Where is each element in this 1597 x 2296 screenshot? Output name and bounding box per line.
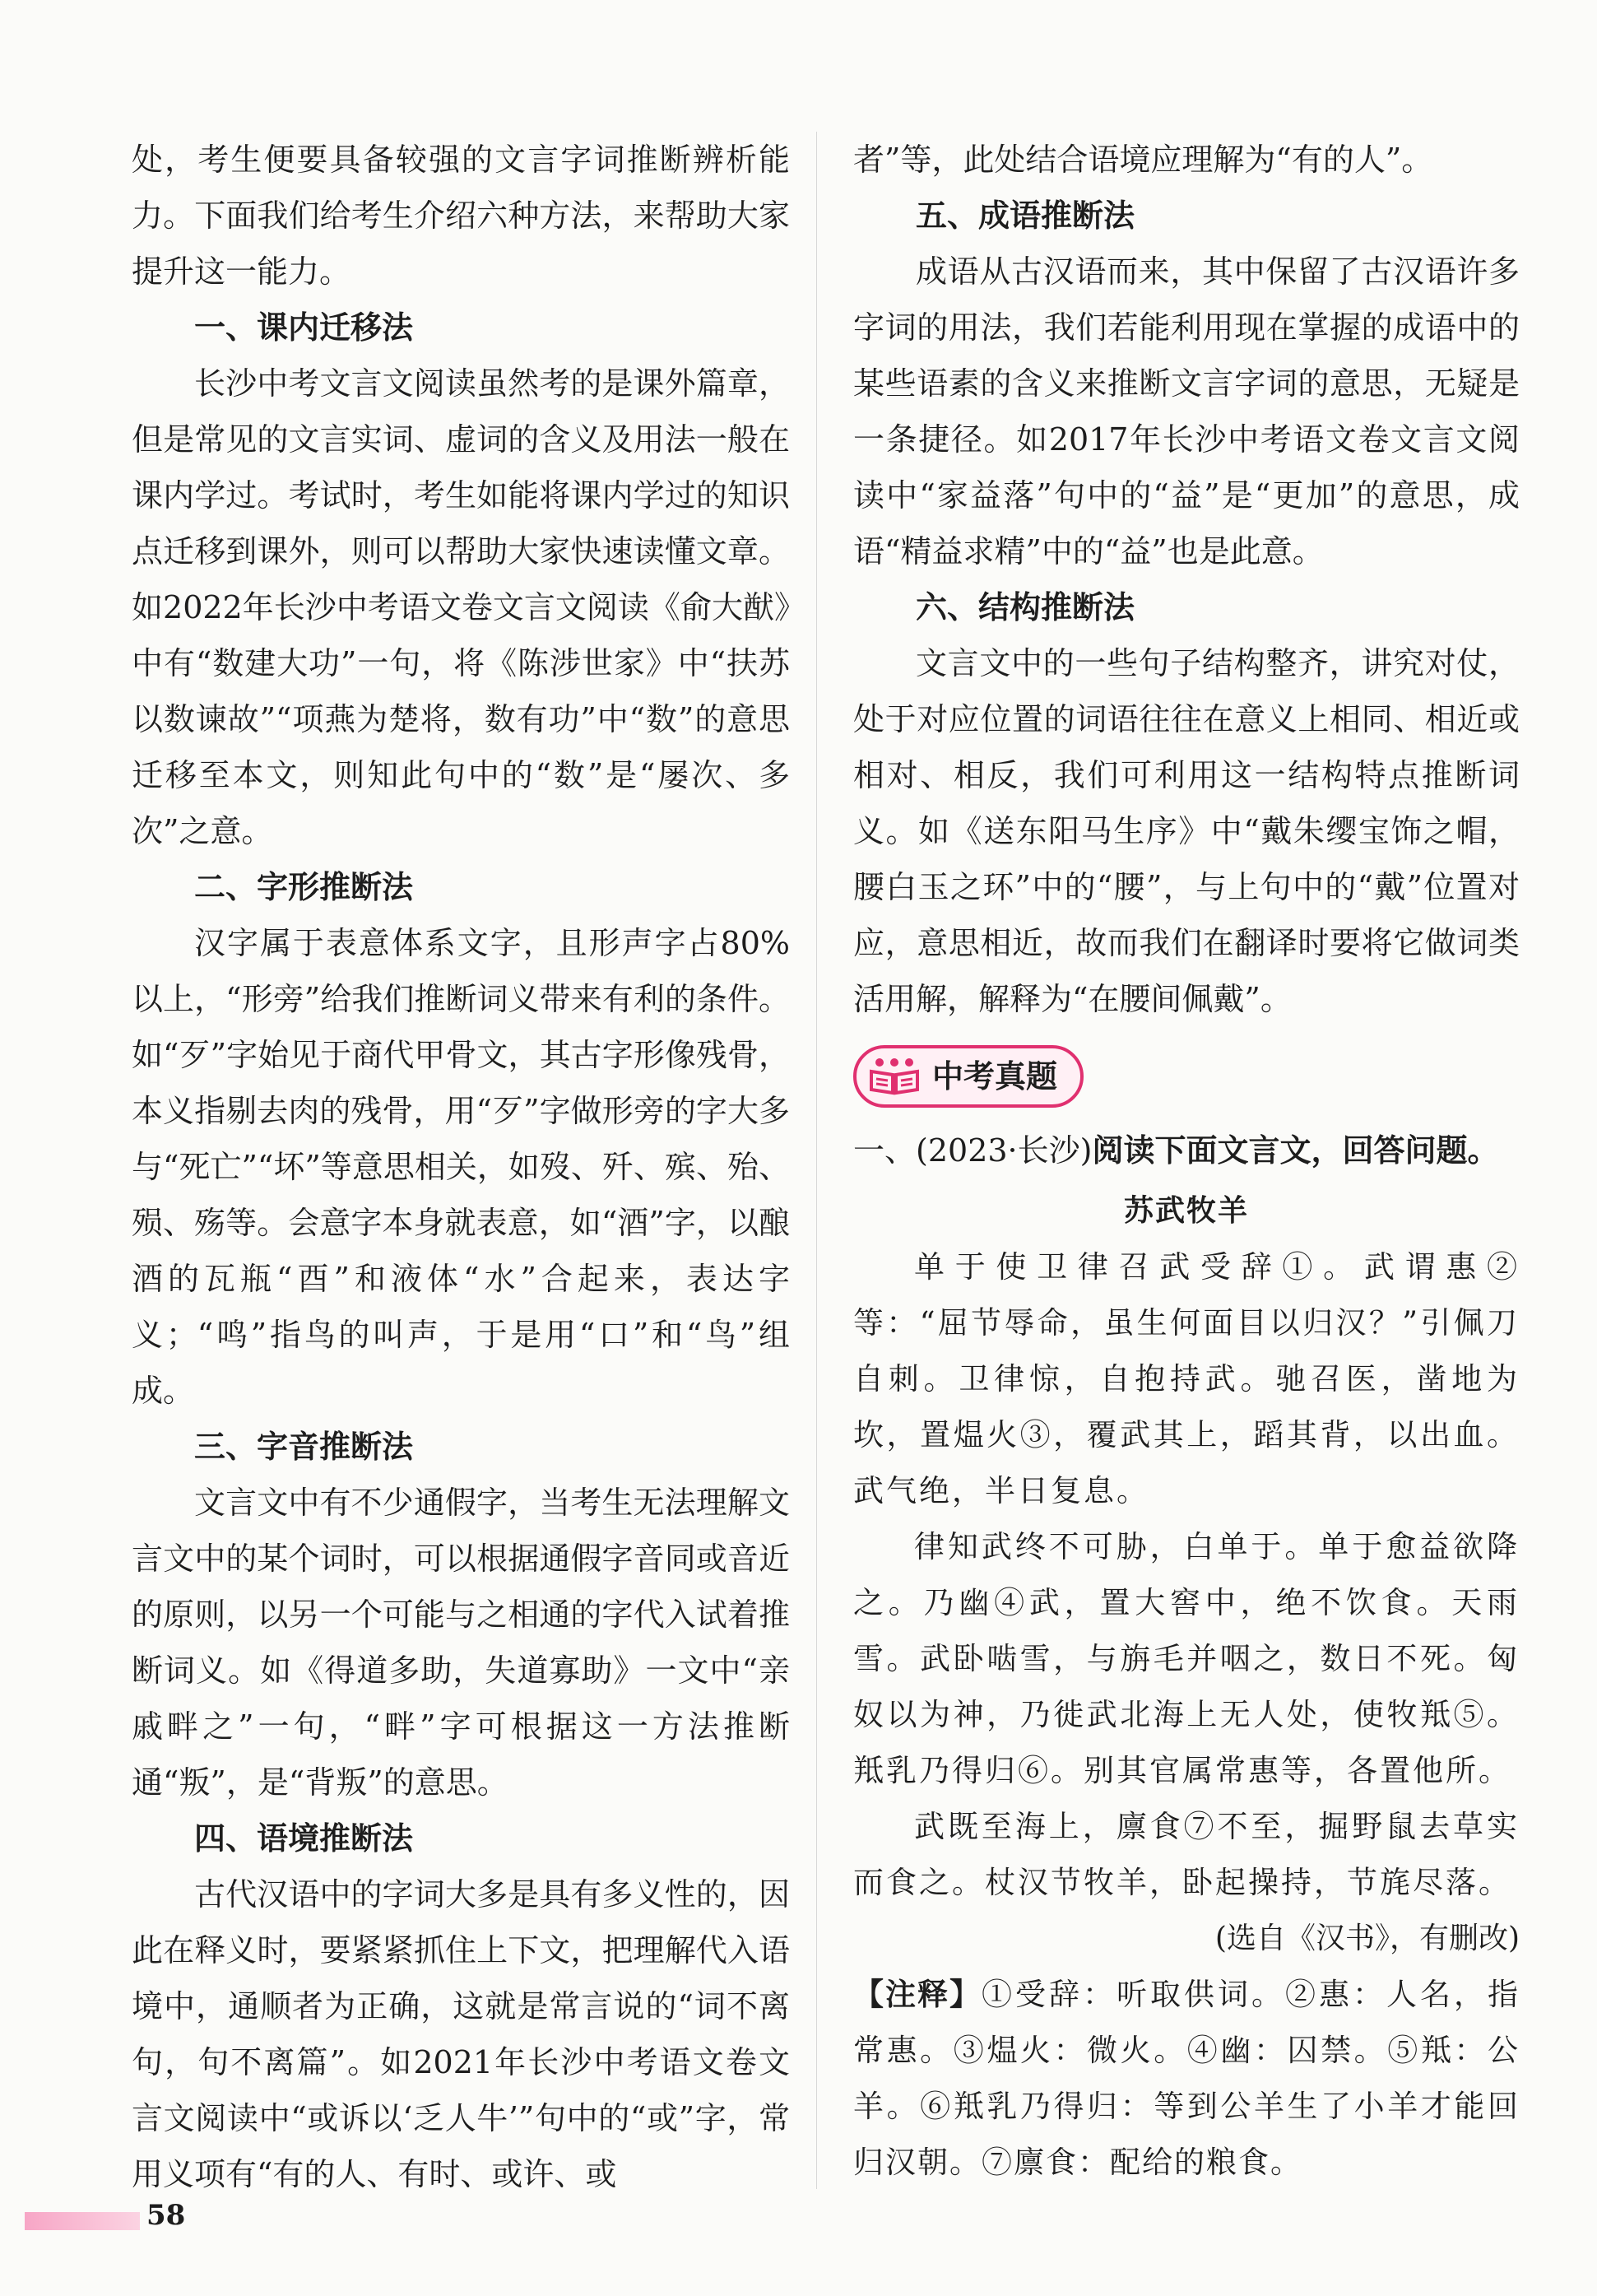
- section-heading-1: 一、课内迁移法: [194, 309, 414, 346]
- section-paragraph-1: 长沙中考文言文阅读虽然考的是课外篇章，但是常见的文言实词、虚词的含义及用法一般在课内学过。考试时，考生如能将课内学过的知识点迁移到课外，则可以帮助大家快速读懂文章。如2022年长沙中考语文卷文言文阅读《俞大猷》中有“数建大功”一句，将《陈涉世家》中“扶苏以数谏故”“项燕为楚将，数有功”中“数”的意思迁移至本文，则知此句中的“数”是“屡次、多次”之意。: [132, 365, 790, 849]
- passage-source: (选自《汉书》，有删改): [1214, 1922, 1520, 1955]
- passage-paragraph-1: 单于使卫律召武受辞①。武谓惠②等：“屈节辱命，虽生何面目以归汉？”引佩刀自刺。卫律惊，自抱持武。驰召医，凿地为坎，置煴火③，覆武其上，蹈其背，以出血。武气绝，半日复息。: [853, 1249, 1520, 1508]
- section-paragraph-6: 文言文中的一些句子结构整齐，讲究对仗，处于对应位置的词语往往在意义上相同、相近或相对、相反，我们可利用这一结构特点推断词义。如《送东阳马生序》中“戴朱缨宝饰之帽，腰白玉之环”中的“腰”，与上句中的“戴”位置对应，意思相近，故而我们在翻译时要将它做词类活用解，解释为“在腰间佩戴”。: [853, 645, 1520, 1017]
- question-instruction: 阅读下面文言文，回答问题。: [1092, 1132, 1499, 1169]
- classical-passage: [853, 1239, 1520, 1911]
- right-column: [853, 132, 1520, 2191]
- page-number: 58: [146, 2199, 186, 2232]
- section-heading-2: 二、字形推断法: [194, 869, 414, 905]
- annotations-text: ①受辞：听取供词。②惠：人名，指常惠。③煴火：微火。④幽：囚禁。⑤羝：公羊。⑥羝乳乃得归：等到公羊生了小羊才能回归汉朝。⑦廪食：配给的粮食。: [853, 1977, 1520, 2180]
- section-paragraph-5: 成语从古汉语而来，其中保留了古汉语许多字词的用法，我们若能利用现在掌握的成语中的某些语素的含义来推断文言字词的意思，无疑是一条捷径。如2017年长沙中考语文卷文言文阅读中“家益落”句中的“益”是“更加”的意思，成语“精益求精”中的“益”也是此意。: [853, 253, 1520, 569]
- section-paragraph-4-continued: 者”等，此处结合语境应理解为“有的人”。: [853, 142, 1433, 178]
- question-line: [853, 1122, 1520, 1178]
- intro-paragraph: 处，考生便要具备较强的文言字词推断辨析能力。下面我们给考生介绍六种方法，来帮助大家提升这一能力。: [132, 142, 790, 290]
- page-number-bar: [25, 2212, 140, 2230]
- section-heading-5: 五、成语推断法: [916, 198, 1135, 234]
- section-heading-3: 三、字音推断法: [194, 1429, 414, 1465]
- question-source: (2023·长沙): [916, 1132, 1093, 1169]
- badge-title: 中考真题: [932, 1058, 1058, 1095]
- passage-title: 苏武牧羊: [1123, 1194, 1249, 1228]
- section-paragraph-4: 古代汉语中的字词大多是具有多义性的，因此在释义时，要紧紧抓住上下文，把理解代入语境中，通顺者为正确，这就是常言说的“词不离句，句不离篇”。如2021年长沙中考语文卷文言文阅读中“或诉以‘乏人牛’”句中的“或”字，常用义项有“有的人、有时、或许、或: [132, 1876, 790, 2192]
- exam-questions-badge: [853, 1045, 1084, 1108]
- passage-paragraph-2: 律知武终不可胁，白单于。单于愈益欲降之。乃幽④武，置大窖中，绝不饮食。天雨雪。武卧啮雪，与旃毛并咽之，数日不死。匈奴以为神，乃徙武北海上无人处，使牧羝⑤。羝乳乃得归⑥。别其官属常惠等，各置他所。: [853, 1529, 1520, 1788]
- annotations: [853, 1967, 1520, 2191]
- section-paragraph-3: 文言文中有不少通假字，当考生无法理解文言文中的某个词时，可以根据通假字音同或音近的原则，以另一个可能与之相通的字代入试着推断词义。如《得道多助，失道寡助》一文中“亲戚畔之”一句，“畔”字可根据这一方法推断通“叛”，是“背叛”的意思。: [132, 1485, 790, 1801]
- section-heading-6: 六、结构推断法: [916, 589, 1135, 625]
- annotations-label: 【注释】: [853, 1977, 982, 2012]
- column-divider: [816, 132, 817, 2189]
- passage-paragraph-3: 武既至海上，廪食⑦不至，掘野鼠去草实而食之。杖汉节牧羊，卧起操持，节旄尽落。: [853, 1809, 1520, 1900]
- question-number: 一、: [853, 1132, 917, 1169]
- section-paragraph-2: 汉字属于表意体系文字，且形声字占80%以上，“形旁”给我们推断词义带来有利的条件。如“歹”字始见于商代甲骨文，其古字形像残骨，本义指剔去肉的残骨，用“歹”字做形旁的字大多与“死亡”“坏”等意思相关，如歿、歼、殡、殆、殒、殇等。会意字本身就表意，如“酒”字，以酿酒的瓦瓶“酉”和液体“水”合起来，表达字义；“鸣”指鸟的叫声，于是用“口”和“鸟”组成。: [132, 925, 790, 1409]
- left-column: [132, 132, 790, 2202]
- open-book-icon: [868, 1057, 921, 1096]
- section-heading-4: 四、语境推断法: [194, 1820, 414, 1857]
